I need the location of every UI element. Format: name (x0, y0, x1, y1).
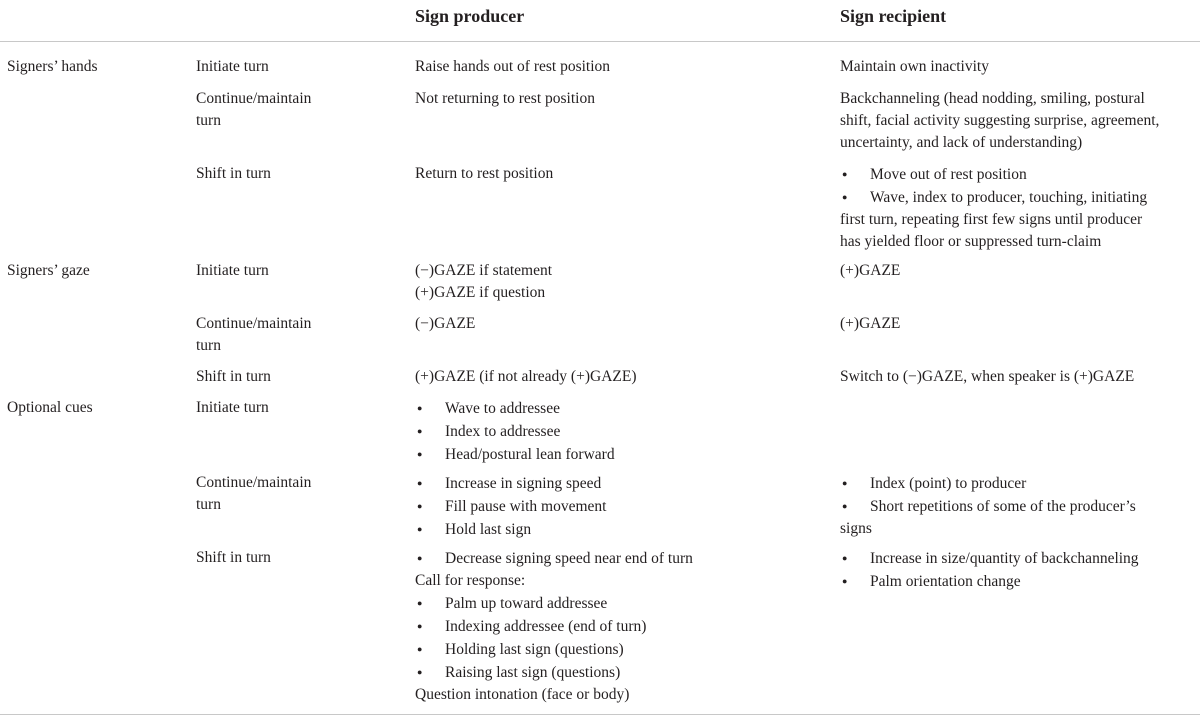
bullet-item: ● Raising last sign (questions) (415, 661, 693, 684)
bullet-item: ● Hold last sign (415, 518, 606, 541)
recipient-cell (840, 547, 1139, 593)
text-line: Backchanneling (head nodding, smiling, postural (840, 90, 1145, 107)
phase-cell (196, 260, 269, 282)
text-line: Shift in turn (196, 549, 271, 566)
text-line: turn (196, 112, 221, 129)
category-label: Optional cues (7, 399, 93, 416)
bullet-item: ● Short repetitions of some of the producer’s (840, 495, 1136, 518)
text-line: turn (196, 496, 221, 513)
producer-cell (415, 366, 636, 388)
text-line: (+)GAZE (if not already (+)GAZE) (415, 368, 637, 385)
category-label: Signers’ hands (7, 58, 98, 75)
text-line: (−)GAZE (415, 315, 476, 332)
producer-cell (415, 56, 610, 78)
bullet-item: ● Increase in size/quantity of backchanneling (840, 547, 1139, 570)
producer-cell (415, 163, 553, 185)
phase-cell (196, 366, 271, 388)
bottom-rule (0, 714, 1200, 715)
bullet-item: ● Wave, index to producer, touching, initiating (840, 186, 1147, 209)
header-producer: Sign producer (415, 6, 525, 26)
bullet-item: ● Decrease signing speed near end of turn (415, 547, 693, 570)
phase-cell (196, 547, 271, 569)
text-line: Continue/maintain (196, 315, 312, 332)
phase-cell (196, 56, 269, 78)
text-line: Initiate turn (196, 262, 269, 279)
text-line: uncertainty, and lack of understanding) (840, 134, 1083, 151)
text-line: Raise hands out of rest position (415, 58, 611, 75)
text-line: (+)GAZE (840, 262, 901, 279)
text-line: first turn, repeating first few signs until producer (840, 211, 1143, 228)
text-line: signs (840, 520, 872, 537)
phase-cell (196, 163, 271, 185)
text-line: Shift in turn (196, 165, 271, 182)
text-line: Not returning to rest position (415, 90, 595, 107)
bullet-item: ● Move out of rest position (840, 163, 1147, 186)
text-line: Question intonation (face or body) (415, 686, 630, 703)
producer-cell (415, 88, 595, 110)
header-recipient: Sign recipient (840, 6, 947, 26)
text-line: (−)GAZE if statement (415, 262, 553, 279)
text-line: shift, facial activity suggesting surprise, agreement, (840, 112, 1160, 129)
text-line: has yielded floor or suppressed turn-claim (840, 233, 1102, 250)
phase-cell (196, 397, 269, 419)
phase-cell (196, 472, 311, 516)
text-line: Switch to (−)GAZE, when speaker is (+)GAZE (840, 368, 1135, 385)
text-line: (+)GAZE if question (415, 284, 546, 301)
text-line: Call for response: (415, 572, 526, 589)
bullet-item: ● Head/postural lean forward (415, 443, 615, 466)
bullet-item: ● Index (point) to producer (840, 472, 1136, 495)
bullet-item: ● Fill pause with movement (415, 495, 606, 518)
bullet-item: ● Holding last sign (questions) (415, 638, 693, 661)
bullet-item: ● Palm up toward addressee (415, 592, 693, 615)
bullet-item: ● Palm orientation change (840, 570, 1139, 593)
recipient-cell (840, 472, 1136, 540)
producer-cell (415, 260, 552, 304)
producer-cell (415, 472, 606, 541)
recipient-cell (840, 88, 1159, 154)
phase-cell (196, 88, 311, 132)
category-label: Signers’ gaze (7, 262, 90, 279)
recipient-cell (840, 56, 989, 78)
recipient-cell (840, 313, 900, 335)
text-line: Shift in turn (196, 368, 271, 385)
text-line: Initiate turn (196, 58, 269, 75)
text-line: Maintain own inactivity (840, 58, 989, 75)
bullet-item: ● Index to addressee (415, 420, 615, 443)
text-line: Continue/maintain (196, 90, 312, 107)
header-rule (0, 41, 1200, 42)
text-line: Return to rest position (415, 165, 554, 182)
recipient-cell (840, 260, 900, 282)
producer-cell (415, 397, 615, 466)
producer-cell (415, 547, 693, 706)
bullet-item: ● Increase in signing speed (415, 472, 606, 495)
text-line: turn (196, 337, 221, 354)
text-line: (+)GAZE (840, 315, 901, 332)
text-line: Continue/maintain (196, 474, 312, 491)
phase-cell (196, 313, 311, 357)
bullet-item: ● Wave to addressee (415, 397, 615, 420)
producer-cell (415, 313, 475, 335)
recipient-cell (840, 366, 1134, 388)
recipient-cell (840, 163, 1147, 253)
text-line: Initiate turn (196, 399, 269, 416)
bullet-item: ● Indexing addressee (end of turn) (415, 615, 693, 638)
